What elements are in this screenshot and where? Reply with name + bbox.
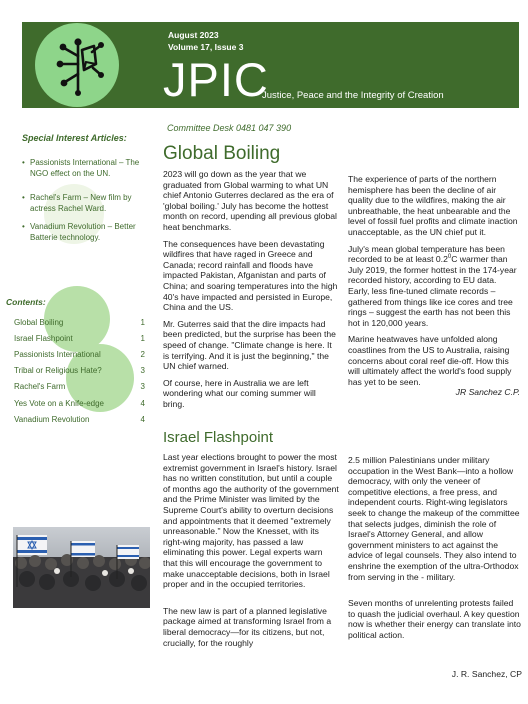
article-paragraph: Mr. Guterres said that the dire impacts had been predicted, but the surprise has been the speed of change. "Climate change is here. It is terrifying. And it is just the beginning," the UN chief warned. — [163, 318, 336, 372]
article-signature: JR Sanchez C.P. — [455, 387, 520, 398]
committee-contact: Committee Desk 0481 047 390 — [167, 123, 292, 133]
toc-item[interactable]: Tribal or Religious Hate? 3 — [14, 366, 145, 375]
article-paragraph: 2.5 million Palestinians under military occupation in the West Bank—into a hollow democracy, with only the veneer of competitive elections, a free press, and independent courts. Right-wing legislators seek to change the makeup of the committee that selects judges, diminish the role of Israel's Attorney General, and allow government ministers to act against the advice of legal counsels. They also intend to enshrine the exemption of the ultra-Orthodox from serving in the - military. — [348, 455, 520, 582]
article-paragraph: July's mean global temperature has been recorded to be at least $0.2^0C$ warmer than July 2019, the former hottest in the 174-year recorded history, according to EU data. Early, less fine-tuned climate records – gathered from things like ice cores and tree rings – suggest the earth has not been this hot in 120,000 years. — [348, 243, 517, 328]
article1-right-column — [348, 174, 520, 398]
article-paragraph: Seven months of unrelenting protests failed to quash the judicial overhaul. A key question now is whether their energy can translate into political action. — [348, 598, 521, 640]
special-interest-title: Special Interest Articles: — [22, 133, 127, 143]
article-headline-global-boiling: Global Boiling — [163, 143, 281, 164]
special-interest-item[interactable]: • Vanadium Revolution – Better Batterie technology. — [22, 222, 136, 242]
article2-left-column — [163, 452, 339, 654]
special-interest-item[interactable]: • Passionists International – The NGO effect on the UN. — [22, 158, 140, 178]
article-headline-israel-flashpoint: Israel Flashpoint — [163, 429, 274, 446]
bullet-icon: • — [22, 222, 25, 231]
article-signature: J. R. Sanchez, CP — [451, 669, 522, 679]
tree-circuit-logo-icon — [52, 34, 108, 96]
toc-item[interactable]: Vanadium Revolution 4 — [14, 415, 145, 424]
article-paragraph: Of course, here in Australia we are left wondering what our coming summer will bring. — [163, 377, 316, 409]
article-paragraph: The experience of parts of the northern hemisphere has been the decline of air quality due to the wildfires, making the air unbreathable, the heat unbearable and the level of fossil fuel profits and climate inaction unacceptable, as the UN chief put it. — [348, 174, 518, 237]
article-paragraph: 2023 will go down as the year that we graduated from Global warming to what UN chief Antonio Guterres declared as the era of 'global boiling.' July has become the hottest month on record, upending all previous global heat benchmarks. — [163, 169, 337, 232]
toc-item[interactable]: Passionists International 2 — [14, 350, 145, 359]
toc-item[interactable]: Yes Vote on a Knife-edge 4 — [14, 399, 145, 408]
toc-item[interactable]: Israel Flashpoint 1 — [14, 334, 145, 343]
toc-item[interactable]: Global Boiling 1 — [14, 318, 145, 327]
article2-right-column — [348, 455, 522, 647]
article-paragraph: Marine heatwaves have unfolded along coastlines from the US to Australia, raising concerns about coral reef die-off. How this will ultimately affect the world's food supply has yet to be seen. — [348, 334, 512, 387]
article-paragraph: The new law is part of a planned legislative package aimed at transforming Israel from a liberal democracy—for its citizens, but not, crucially, for the roughly — [163, 605, 332, 648]
newsletter-title: JPIC — [163, 53, 269, 106]
article-paragraph: Last year elections brought to power the most extremist government in Israel's history. Israel has no written constitution, but until a couple of months ago the authority of the government and the Prime Minister was limited by the Supreme Court's ability to overturn decisions and appointments that it deemed "extremely unreasonable." Now the Knesset, with its right-wing majority, has passed a law eliminating this power. Legal experts warn that this will encourage the government to make unacceptable decisions, both in Israel proper and in the occupied territories. — [163, 452, 339, 590]
bullet-icon: • — [22, 158, 25, 167]
toc-item[interactable]: Rachel's Farm 3 — [14, 382, 145, 391]
contents-title: Contents: — [6, 297, 46, 307]
newsletter-subtitle: Justice, Peace and the Integrity of Creation — [262, 90, 444, 101]
issue-volume: Volume 17, Issue 3 — [168, 42, 244, 52]
bullet-icon: • — [22, 193, 25, 202]
protest-photo — [13, 527, 150, 608]
article1-left-column — [163, 169, 338, 415]
special-interest-item[interactable]: • Rachel's Farm – New film by actress Rachel Ward. — [22, 193, 132, 213]
article-paragraph: The consequences have been devastating wildfires that have raged in Greece and Canada; record rainfall and floods have impacted Pakistan, Afganistan and parts of China; and soaring temperatures into the high 40's have impacted and persisted in Europe, China and the US. — [163, 238, 338, 313]
issue-date: August 2023 — [168, 30, 219, 40]
